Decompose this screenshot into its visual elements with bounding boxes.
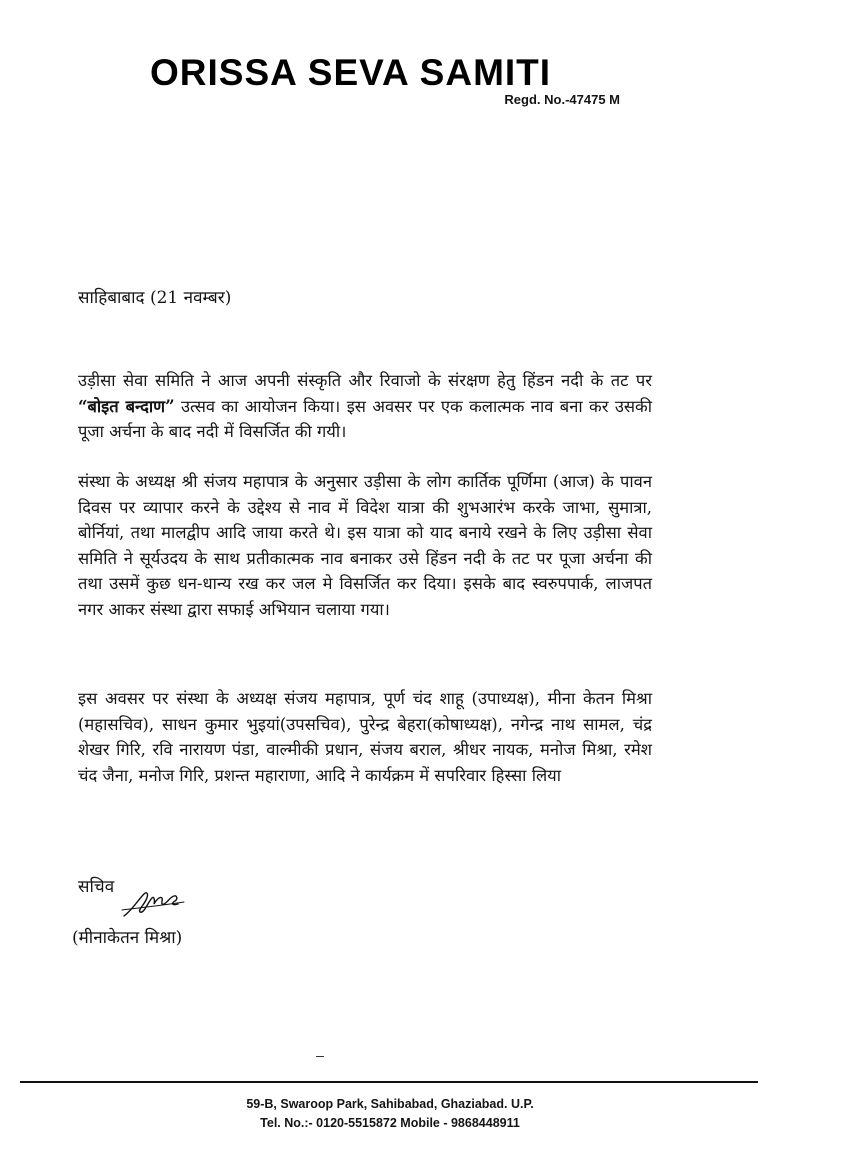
letter-dateline: साहिबाबाद (21 नवम्बर) [78, 288, 232, 308]
letter-paragraph-3: इस अवसर पर संस्था के अध्यक्ष संजय महापात्र, पूर्ण चंद शाहू (उपाध्यक्ष), मीना केतन मिश्रा (महासचिव), साधन कुमार भुइयां(उपसचिव), पुरेन्द्र बेहरा(कोषाध्यक्ष), नगेन्द्र नाथ सामल, चंद्र शेखर गिरि, रवि नारायण पंडा, वाल्मीकी प्रधान, संजय बराल, श्रीधर नायक, मनोज मिश्रा, रमेश चंद जैना, मनोज गिरि, प्रशन्त महाराणा, आदि ने कार्यक्रम में सपरिवार हिस्सा लिया [78, 689, 652, 785]
organization-name: ORISSA SEVA SAMITI [150, 52, 552, 93]
paragraph-1-text-end: उत्सव का आयोजन किया। इस अवसर पर एक कलात्मक नाव बना कर उसकी पूजा अर्चना के बाद नदी में विसर्जित की गयी। [78, 396, 652, 441]
letter-paragraph-2: संस्था के अध्यक्ष श्री संजय महापात्र के अनुसार उड़ीसा के लोग कार्तिक पूर्णिमा (आज) के पावन दिवस पर व्यापार करने के उद्देश्य से नाव में विदेश यात्रा की शुभआरंभ करके जाभा, सुमात्रा, बोर्नियां, तथा मालद्वीप आदि जाया करते थे। इस यात्रा को याद बनाये रखने के लिए उड़ीसा सेवा समिति ने सूर्यउदय के साथ प्रतीकात्मक नाव बनाकर उसे हिंडन नदी के तट पर पूजा अर्चना की तथा उसमें कुछ धन-धान्य रख कर जल मे विसर्जित कर दिया। इसके बाद स्वरुपपार्क, लाजपत नगर आकर संस्था द्वारा सफाई अभियान चलाया गया। [78, 472, 652, 619]
signatory-name: (मीनाकेतन मिश्रा) [72, 928, 183, 948]
registration-number: Regd. No.-47475 M [504, 92, 620, 107]
signatory-title: सचिव [78, 877, 115, 897]
stray-mark [316, 1056, 324, 1057]
footer-divider [20, 1081, 758, 1083]
festival-name: “बोइत बन्दाण” [78, 396, 175, 416]
handwritten-signature [118, 880, 188, 922]
footer-address: 59-B, Swaroop Park, Sahibabad, Ghaziabad. U.P. [246, 1097, 534, 1111]
letter-paragraph-1 [78, 368, 652, 445]
footer-contact: Tel. No.:- 0120-5515872 Mobile - 9868448911 [260, 1116, 520, 1130]
paragraph-1-text-start: उड़ीसा सेवा समिति ने आज अपनी संस्कृति और रिवाजो के संरक्षण हेतु हिंडन नदी के तट पर [78, 371, 652, 390]
